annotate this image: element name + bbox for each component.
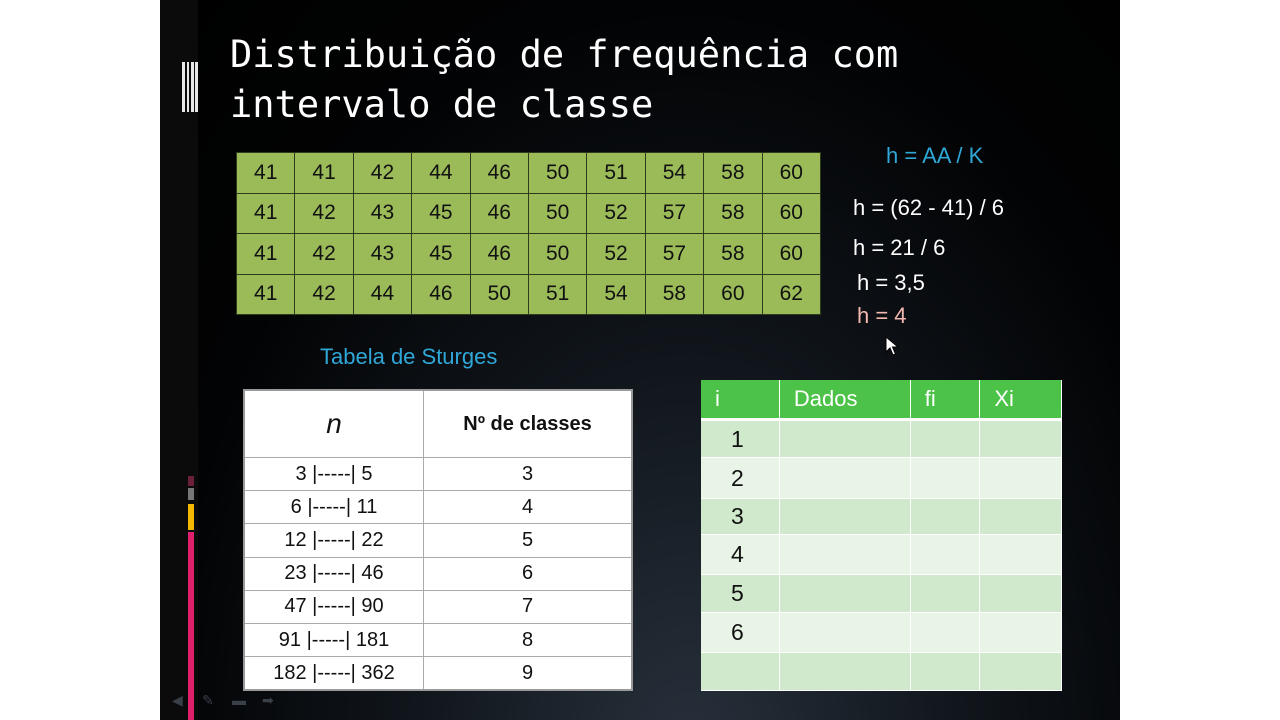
sturges-class-count: 9: [424, 657, 633, 691]
sturges-row: [244, 657, 632, 691]
grid-row: [237, 234, 821, 275]
sturges-header-classes: Nº de classes: [424, 390, 633, 458]
sturges-class-count: 3: [424, 458, 633, 491]
sturges-n-range: 47 |-----| 90: [244, 590, 424, 623]
freq-empty-cell: [779, 535, 910, 575]
mouse-cursor-icon: [885, 336, 899, 356]
grid-cell: 60: [762, 193, 820, 234]
grid-cell: 58: [704, 193, 762, 234]
sturges-class-count: 6: [424, 557, 633, 590]
sturges-n-range: 12 |-----| 22: [244, 524, 424, 557]
next-arrow-icon[interactable]: ➡: [262, 692, 274, 708]
grid-cell: 60: [762, 153, 820, 194]
grid-cell: 60: [704, 274, 762, 315]
freq-row-index: 4: [701, 535, 779, 575]
back-arrow-icon[interactable]: ◀: [172, 692, 183, 708]
data-grid: [236, 152, 821, 315]
freq-row: [701, 535, 1062, 575]
sturges-row: [244, 458, 632, 491]
slide-menu-icon[interactable]: ▬: [232, 692, 246, 708]
freq-empty-cell: [980, 458, 1062, 499]
sturges-class-count: 4: [424, 491, 633, 524]
sturges-class-count: 7: [424, 590, 633, 623]
freq-row: [701, 458, 1062, 499]
grid-cell: 60: [762, 234, 820, 275]
grid-cell: 50: [528, 193, 586, 234]
grid-cell: 42: [353, 153, 411, 194]
frequency-table: [701, 380, 1062, 691]
grid-cell: 57: [645, 234, 703, 275]
sturges-n-range: 182 |-----| 362: [244, 657, 424, 691]
sturges-header-n: n: [244, 390, 424, 458]
grid-cell: 46: [412, 274, 470, 315]
pen-icon[interactable]: ✎: [202, 692, 214, 708]
grid-cell: 45: [412, 193, 470, 234]
freq-empty-cell: [910, 458, 980, 499]
grid-cell: 51: [587, 153, 645, 194]
grid-cell: 41: [237, 153, 295, 194]
freq-empty-cell: [980, 653, 1062, 691]
freq-row: [701, 613, 1062, 653]
sturges-class-count: 5: [424, 524, 633, 557]
sturges-title: Tabela de Sturges: [320, 344, 498, 369]
freq-empty-cell: [910, 420, 980, 458]
freq-empty-cell: [779, 575, 910, 613]
grid-cell: 44: [412, 153, 470, 194]
grid-cell: 42: [295, 274, 353, 315]
freq-row-index: 5: [701, 575, 779, 613]
freq-empty-cell: [910, 575, 980, 613]
freq-row: [701, 575, 1062, 613]
freq-header-fi: fi: [910, 380, 980, 420]
slide: [160, 0, 1120, 720]
sturges-n-range: 6 |-----| 11: [244, 491, 424, 524]
freq-header-i: i: [701, 380, 779, 420]
calc-step-3: h = 3,5: [857, 270, 925, 295]
freq-header-dados: Dados: [779, 380, 910, 420]
sturges-n-range: 91 |-----| 181: [244, 623, 424, 656]
grid-row: [237, 153, 821, 194]
freq-empty-cell: [980, 499, 1062, 535]
sturges-n-range: 3 |-----| 5: [244, 458, 424, 491]
grid-cell: 46: [470, 153, 528, 194]
formula-text: h = AA / K: [886, 143, 984, 168]
freq-row-index: 1: [701, 420, 779, 458]
letterbox-right: [1120, 0, 1280, 720]
decor-bars-icon: [182, 62, 198, 112]
grid-cell: 44: [353, 274, 411, 315]
freq-empty-cell: [779, 420, 910, 458]
accent-bar-pink: [188, 532, 194, 720]
calc-step-2: h = 21 / 6: [853, 235, 946, 260]
grid-cell: 50: [470, 274, 528, 315]
grid-cell: 62: [762, 274, 820, 315]
freq-row-index: [701, 653, 779, 691]
title-line-1: Distribuição de frequência com: [230, 33, 899, 76]
sturges-n-range: 23 |-----| 46: [244, 557, 424, 590]
calc-result: h = 4: [857, 303, 907, 328]
grid-cell: 50: [528, 153, 586, 194]
accent-bar-dark: [188, 476, 194, 486]
grid-cell: 42: [295, 193, 353, 234]
sturges-row: [244, 623, 632, 656]
grid-cell: 57: [645, 193, 703, 234]
grid-cell: 52: [587, 234, 645, 275]
freq-header-xi: Xi: [980, 380, 1062, 420]
sturges-table: [243, 389, 633, 691]
freq-empty-cell: [980, 535, 1062, 575]
grid-cell: 52: [587, 193, 645, 234]
grid-row: [237, 274, 821, 315]
freq-row: [701, 653, 1062, 691]
grid-cell: 46: [470, 234, 528, 275]
accent-bar-gray: [188, 488, 194, 500]
grid-cell: 41: [237, 193, 295, 234]
grid-cell: 51: [528, 274, 586, 315]
grid-cell: 41: [237, 234, 295, 275]
freq-empty-cell: [779, 458, 910, 499]
grid-cell: 58: [645, 274, 703, 315]
grid-cell: 54: [645, 153, 703, 194]
freq-empty-cell: [779, 653, 910, 691]
freq-row-index: 3: [701, 499, 779, 535]
freq-empty-cell: [980, 613, 1062, 653]
freq-empty-cell: [980, 420, 1062, 458]
grid-cell: 58: [704, 234, 762, 275]
freq-empty-cell: [910, 499, 980, 535]
sturges-row: [244, 524, 632, 557]
freq-row-index: 6: [701, 613, 779, 653]
grid-cell: 45: [412, 234, 470, 275]
freq-empty-cell: [910, 535, 980, 575]
grid-cell: 41: [237, 274, 295, 315]
grid-cell: 50: [528, 234, 586, 275]
freq-row: [701, 420, 1062, 458]
sturges-class-count: 8: [424, 623, 633, 656]
sturges-row: [244, 557, 632, 590]
sturges-row: [244, 491, 632, 524]
letterbox-left: [0, 0, 160, 720]
grid-cell: 54: [587, 274, 645, 315]
freq-empty-cell: [779, 499, 910, 535]
freq-row: [701, 499, 1062, 535]
grid-cell: 43: [353, 234, 411, 275]
grid-cell: 43: [353, 193, 411, 234]
title-line-2: intervalo de classe: [230, 83, 654, 126]
freq-empty-cell: [910, 613, 980, 653]
slide-title: [230, 30, 1050, 130]
calc-step-1: h = (62 - 41) / 6: [853, 195, 1005, 220]
freq-empty-cell: [779, 613, 910, 653]
grid-row: [237, 193, 821, 234]
sturges-row: [244, 590, 632, 623]
freq-empty-cell: [980, 575, 1062, 613]
accent-bar-yellow: [188, 504, 194, 530]
grid-cell: 42: [295, 234, 353, 275]
grid-cell: 41: [295, 153, 353, 194]
grid-cell: 58: [704, 153, 762, 194]
freq-empty-cell: [910, 653, 980, 691]
freq-row-index: 2: [701, 458, 779, 499]
grid-cell: 46: [470, 193, 528, 234]
